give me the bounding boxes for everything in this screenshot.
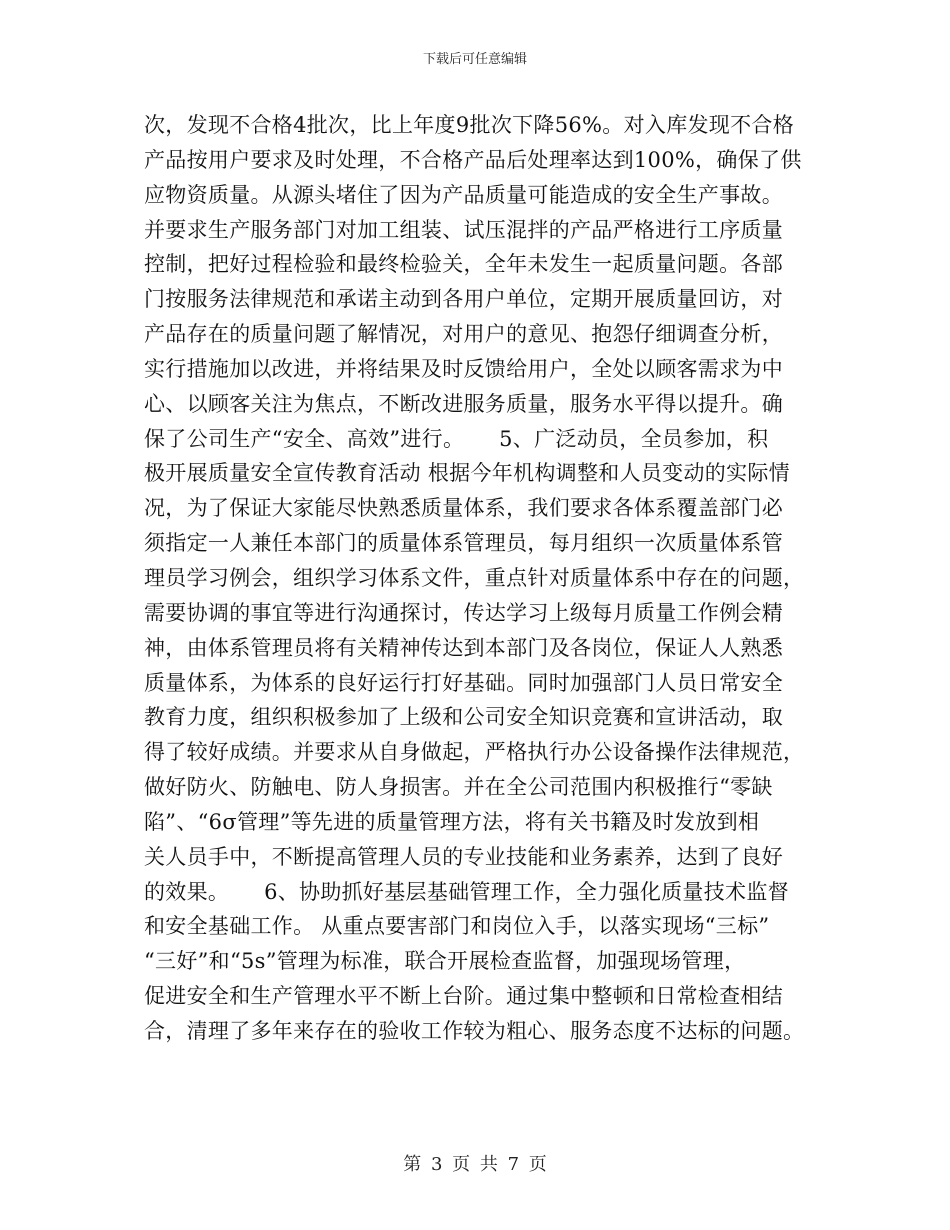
page-header: 下载后可任意编辑 (422, 52, 527, 67)
text-line: 极开展质量安全宣传教育活动 根据今年机构调整和人员变动的实际情 (144, 461, 790, 486)
text-line: 保了公司生产“安全、高效”进行。 5、广泛动员，全员参加，积 (144, 426, 769, 451)
text-line: 和安全基础工作。 从重点要害部门和岗位入手，以落实现场“三标” (144, 914, 770, 939)
text-line: 应物资质量。从源头堵住了因为产品质量可能造成的安全生产事故。 (144, 182, 783, 207)
text-line: 控制，把好过程检验和最终检验关，全年未发生一起质量问题。各部 (144, 252, 783, 277)
text-line: 并要求生产服务部门对加工组装、试压混拌的产品严格进行工序质量 (144, 217, 783, 242)
text-line: 陷”、“6σ管理”等先进的质量管理方法，将有关书籍及时发放到相 (144, 809, 760, 834)
text-line: 得了较好成绩。并要求从自身做起，严格执行办公设备操作法律规范， (144, 740, 805, 765)
text-line: 须指定一人兼任本部门的质量体系管理员，每月组织一次质量体系管 (144, 531, 783, 556)
text-line: 需要协调的事宜等进行沟通探讨，传达学习上级每月质量工作例会精 (144, 600, 783, 625)
text-line: 况，为了保证大家能尽快熟悉质量体系，我们要求各体系覆盖部门必 (144, 496, 783, 521)
text-line: 理员学习例会，组织学习体系文件，重点针对质量体系中存在的问题， (144, 565, 805, 590)
text-line: 产品按用户要求及时处理，不合格产品后处理率达到100%，确保了供 (144, 147, 802, 172)
text-line: 促进安全和生产管理水平不断上台阶。通过集中整顿和日常检查相结 (144, 984, 783, 1009)
text-line: 神，由体系管理员将有关精神传达到本部门及各岗位，保证人人熟悉 (144, 635, 783, 660)
text-line: 产品存在的质量问题了解情况，对用户的意见、抱怨仔细调查分析， (144, 322, 783, 347)
text-line: “三好”和“5s”管理为标准，联合开展检查监督，加强现场管理， (144, 949, 746, 974)
text-line: 合，清理了多年来存在的验收工作较为粗心、服务态度不达标的问题。 (144, 1018, 805, 1043)
text-line: 次，发现不合格4批次，比上年度9批次下降56%。对入库发现不合格 (144, 113, 794, 137)
text-line: 质量体系，为体系的良好运行打好基础。同时加强部门人员日常安全 (144, 670, 783, 695)
text-line: 关人员手中，不断提高管理人员的专业技能和业务素养，达到了良好 (144, 844, 783, 869)
text-line: 实行措施加以改进，并将结果及时反馈给用户，全处以顾客需求为中 (144, 356, 783, 381)
body-text (144, 108, 814, 1049)
text-line: 做好防火、防触电、防人身损害。并在全公司范围内积极推行“零缺 (144, 775, 773, 800)
page-number-footer: 第 3 页 共 7 页 (403, 1154, 547, 1175)
text-line: 的效果。 6、协助抓好基层基础管理工作，全力强化质量技术监督 (144, 879, 789, 904)
text-line: 教育力度，组织积极参加了上级和公司安全知识竞赛和宣讲活动，取 (144, 705, 783, 730)
text-line: 门按服务法律规范和承诺主动到各用户单位，定期开展质量回访，对 (144, 287, 783, 312)
text-line: 心、以顾客关注为焦点，不断改进服务质量，服务水平得以提升。确 (144, 391, 783, 416)
